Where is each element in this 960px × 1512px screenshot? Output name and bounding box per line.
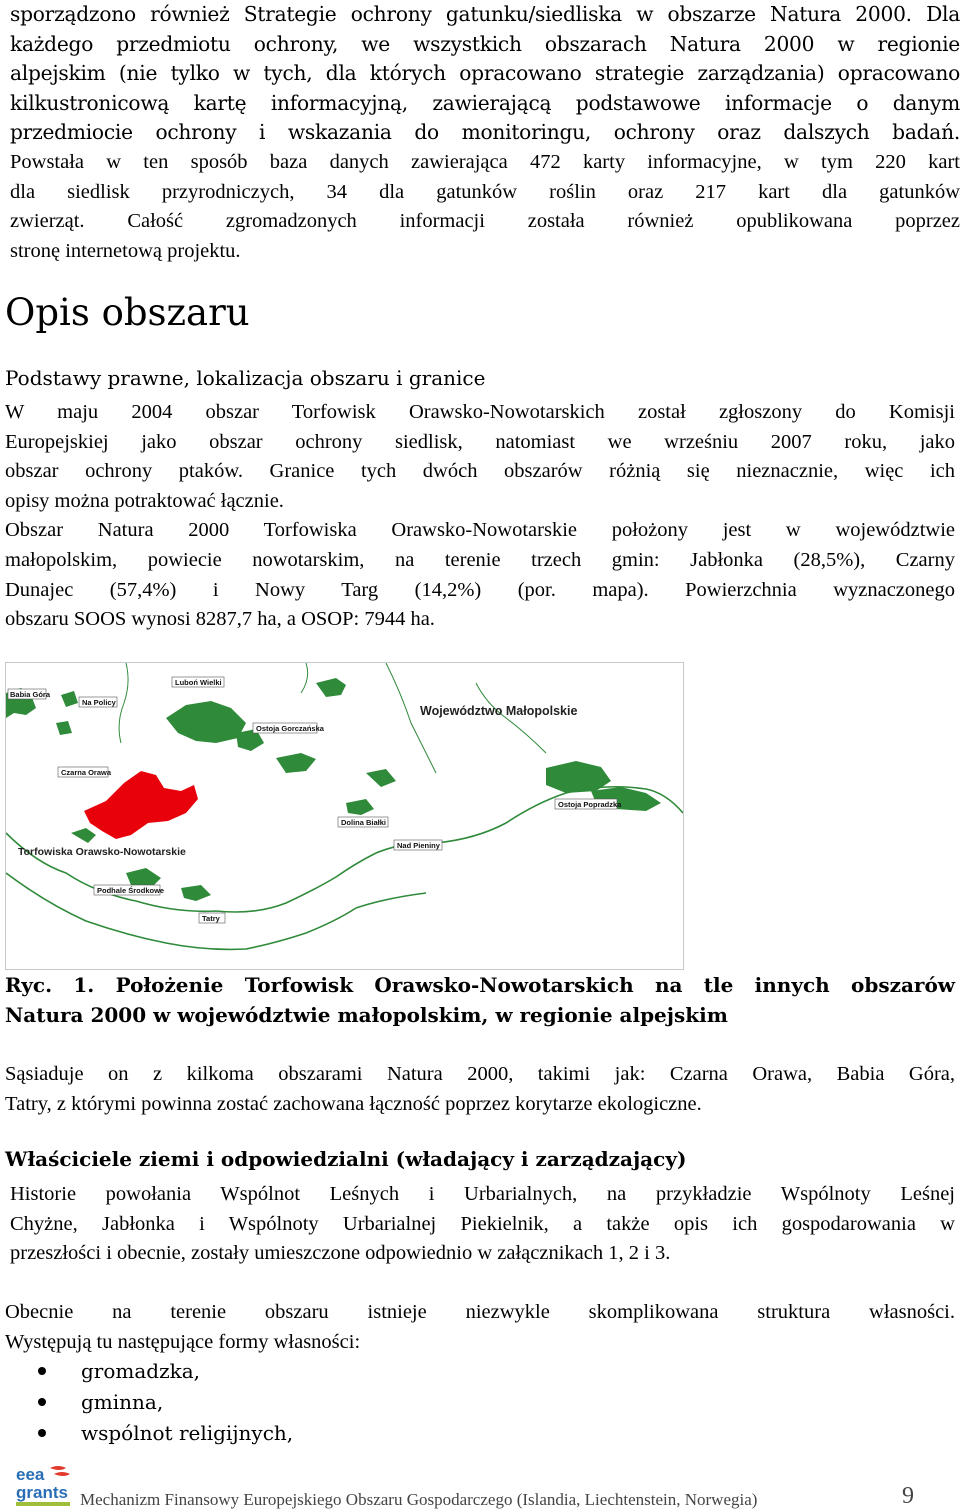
para2-line-4: obszaru SOOS wynosi 8287,7 ha, a OSOP: 7944 ha. [5, 608, 435, 631]
section-subheading: Podstawy prawne, lokalizacja obszaru i granice [5, 366, 486, 390]
para-legal-basis [5, 398, 955, 635]
list-item: wspólnot religijnych, [5, 1418, 293, 1449]
intro-paragraph [10, 0, 960, 266]
owners-heading: Właściciele ziemi i odpowiedzialni (władający i zarządzający) [5, 1147, 687, 1171]
intro-line-4: kilkustronicową kartę informacyjną, zawierającą podstawowe informacje o danym [10, 90, 960, 115]
svg-text:grants: grants [16, 1483, 68, 1502]
para4-line-1: Obecnie na terenie obszaru istnieje niezwykle skomplikowana struktura własności. [5, 1301, 955, 1323]
label-ostoja-gorczanska: Ostoja Gorczańska [256, 724, 324, 733]
footer-text: Mechanizm Finansowy Europejskiego Obszaru Gospodarczego (Islandia, Liechtenstein, Norwegia) [80, 1490, 758, 1509]
intro-line-6: Powstała w ten sposób baza danych zawierająca 472 karty informacyjne, w tym 220 kart [10, 150, 960, 173]
para2-line-1: Obszar Natura 2000 Torfowiska Orawsko-Nowotarskie położony jest w województwie [5, 519, 955, 542]
map-svg [6, 663, 683, 969]
label-na-policy: Na Policy [82, 698, 116, 707]
label-czarna-orawa: Czarna Orawa [61, 768, 112, 777]
para2-line-3: Dunajec (57,4%) i Nowy Targ (14,2%) (por. mapa). Powierzchnia wyznaczonego [5, 578, 955, 601]
para1-line-3: obszar ochrony ptaków. Granice tych dwóch obszarów różnią się nieznacznie, więc ich [5, 460, 955, 483]
para1-line-4: opisy można potraktować łącznie. [5, 489, 284, 512]
label-dolina-bialki: Dolina Białki [341, 818, 387, 827]
section-heading: Opis obszaru [5, 291, 250, 334]
owners-line-2: Chyżne, Jabłonka i Wspólnoty Urbarialnej Piekielnik, a także opis ich gospodarowania w [10, 1212, 955, 1235]
para3-line-2: Tatry, z którymi powinna zostać zachowana łączność poprzez korytarze ekologiczne. [5, 1092, 702, 1115]
intro-line-9: stronę internetową projektu. [10, 239, 241, 262]
ownership-list [5, 1356, 293, 1449]
bullet-icon [38, 1398, 46, 1406]
intro-line-1: sporządzono również Strategie ochrony gatunku/siedliska w obszarze Natura 2000. Dla [10, 2, 960, 26]
eea-grants-logo [14, 1462, 74, 1508]
intro-line-3: alpejskim (nie tylko w tych, dla których opracowano strategie zarządzania) opracowano [10, 61, 960, 86]
para1-line-2: Europejskiej jako obszar ochrony siedlisk, natomiast we wrześniu 2007 roku, jako [5, 430, 955, 453]
para3-line-1: Sąsiaduje on z kilkoma obszarami Natura 2000, takimi jak: Czarna Orawa, Babia Góra, [5, 1063, 955, 1085]
label-babia-gora: Babia Góra [10, 690, 51, 699]
map-figure [5, 662, 684, 970]
owners-line-3: przeszłości i obecnie, zostały umieszczone odpowiednio w załącznikach 1, 2 i 3. [10, 1242, 671, 1265]
caption-line-2: Natura 2000 w województwie małopolskim, w regionie alpejskim [5, 1003, 728, 1027]
bullet-icon [38, 1367, 46, 1375]
para-ownership [5, 1298, 955, 1357]
intro-line-8: zwierząt. Całość zgromadzonych informacji została również opublikowana poprzez [10, 210, 960, 233]
label-tatry: Tatry [202, 914, 220, 923]
torfowiska-title: Torfowiska Orawsko-Nowotarskie [18, 846, 186, 858]
para4-line-2: Występują tu następujące formy własności: [5, 1330, 361, 1353]
intro-line-2: każdego przedmiotu ochrony, we wszystkich obszarach Natura 2000 w regionie [10, 31, 960, 56]
para1-line-1: W maju 2004 obszar Torfowisk Orawsko-Nowotarskich został zgłoszony do Komisji [5, 401, 955, 423]
label-podhale-srodkowe: Podhale Środkowe [97, 886, 165, 895]
para-owners [10, 1180, 955, 1269]
para2-line-2: małopolskim, powiecie nowotarskim, na terenie trzech gmin: Jabłonka (28,5%), Czarny [5, 548, 955, 571]
page-number: 9 [902, 1483, 914, 1509]
svg-text:eea: eea [16, 1465, 45, 1484]
owners-line-1: Historie powołania Wspólnot Leśnych i Urbarialnych, na przykładzie Wspólnoty Leśnej [10, 1183, 955, 1205]
figure-caption [5, 970, 955, 1030]
intro-line-5: przedmiocie ochrony i wskazania do monitoringu, ochrony oraz dalszych badań. [10, 120, 960, 145]
intro-line-7: dla siedlisk przyrodniczych, 34 dla gatunków roślin oraz 217 kart dla gatunków [10, 180, 960, 203]
label-ostoja-popradzka: Ostoja Popradzka [558, 800, 622, 809]
para-neighbours [5, 1060, 955, 1119]
region-title: Województwo Małopolskie [420, 704, 578, 718]
list-item: gminna, [5, 1387, 293, 1418]
label-lubon-wielki: Luboń Wielki [175, 678, 222, 687]
caption-line-1: Ryc. 1. Położenie Torfowisk Orawsko-Nowotarskich na tle innych obszarów [5, 973, 955, 997]
bullet-icon [38, 1429, 46, 1437]
label-nad-pieniny: Nad Pieniny [397, 841, 440, 850]
list-item: gromadzka, [5, 1356, 293, 1387]
